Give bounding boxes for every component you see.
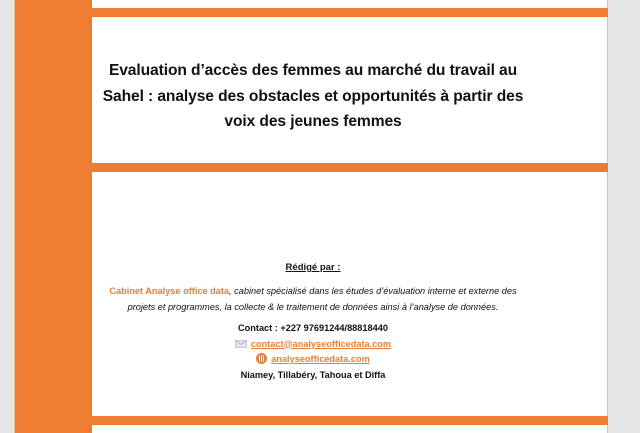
envelope-icon: [235, 340, 247, 348]
contact-website-row: [92, 352, 534, 368]
title-line-2: Sahel : analyse des obstacles et opportunités à partir des: [102, 87, 524, 105]
orange-rule-top: [92, 8, 608, 17]
orange-side-band: [15, 0, 92, 433]
written-by-heading: Rédigé par :: [285, 262, 341, 273]
globe-icon: [256, 353, 267, 364]
orange-rule-bottom: [92, 416, 608, 425]
contact-block: [92, 321, 534, 383]
title-line-1: Evaluation d’accès des femmes au marché du travail au: [108, 62, 518, 79]
brand-name: Cabinet Analyse office data: [109, 286, 230, 296]
author-section: [92, 257, 534, 383]
title-line-3: voix des jeunes femmes: [224, 113, 402, 130]
description-line-2: projets et programmes, la collecte & le traitement de données ainsi à l’analyse de données.: [127, 302, 499, 312]
orange-rule-middle: [92, 163, 608, 172]
contact-email-row: [92, 337, 534, 353]
description-line-1: [92, 283, 534, 299]
author-description: [92, 283, 534, 315]
description-text-1: , cabinet spécialisé dans les études d’évaluation interne et externe des: [229, 286, 517, 296]
contact-phone: Contact : +227 97691244/88818440: [238, 323, 388, 333]
email-link[interactable]: contact@analyseofficedata.com: [250, 338, 392, 349]
document-title: [92, 58, 534, 135]
website-link[interactable]: analyseofficedata.com: [271, 354, 370, 364]
locations: Niamey, Tillabéry, Tahoua et Diffa: [240, 369, 386, 380]
